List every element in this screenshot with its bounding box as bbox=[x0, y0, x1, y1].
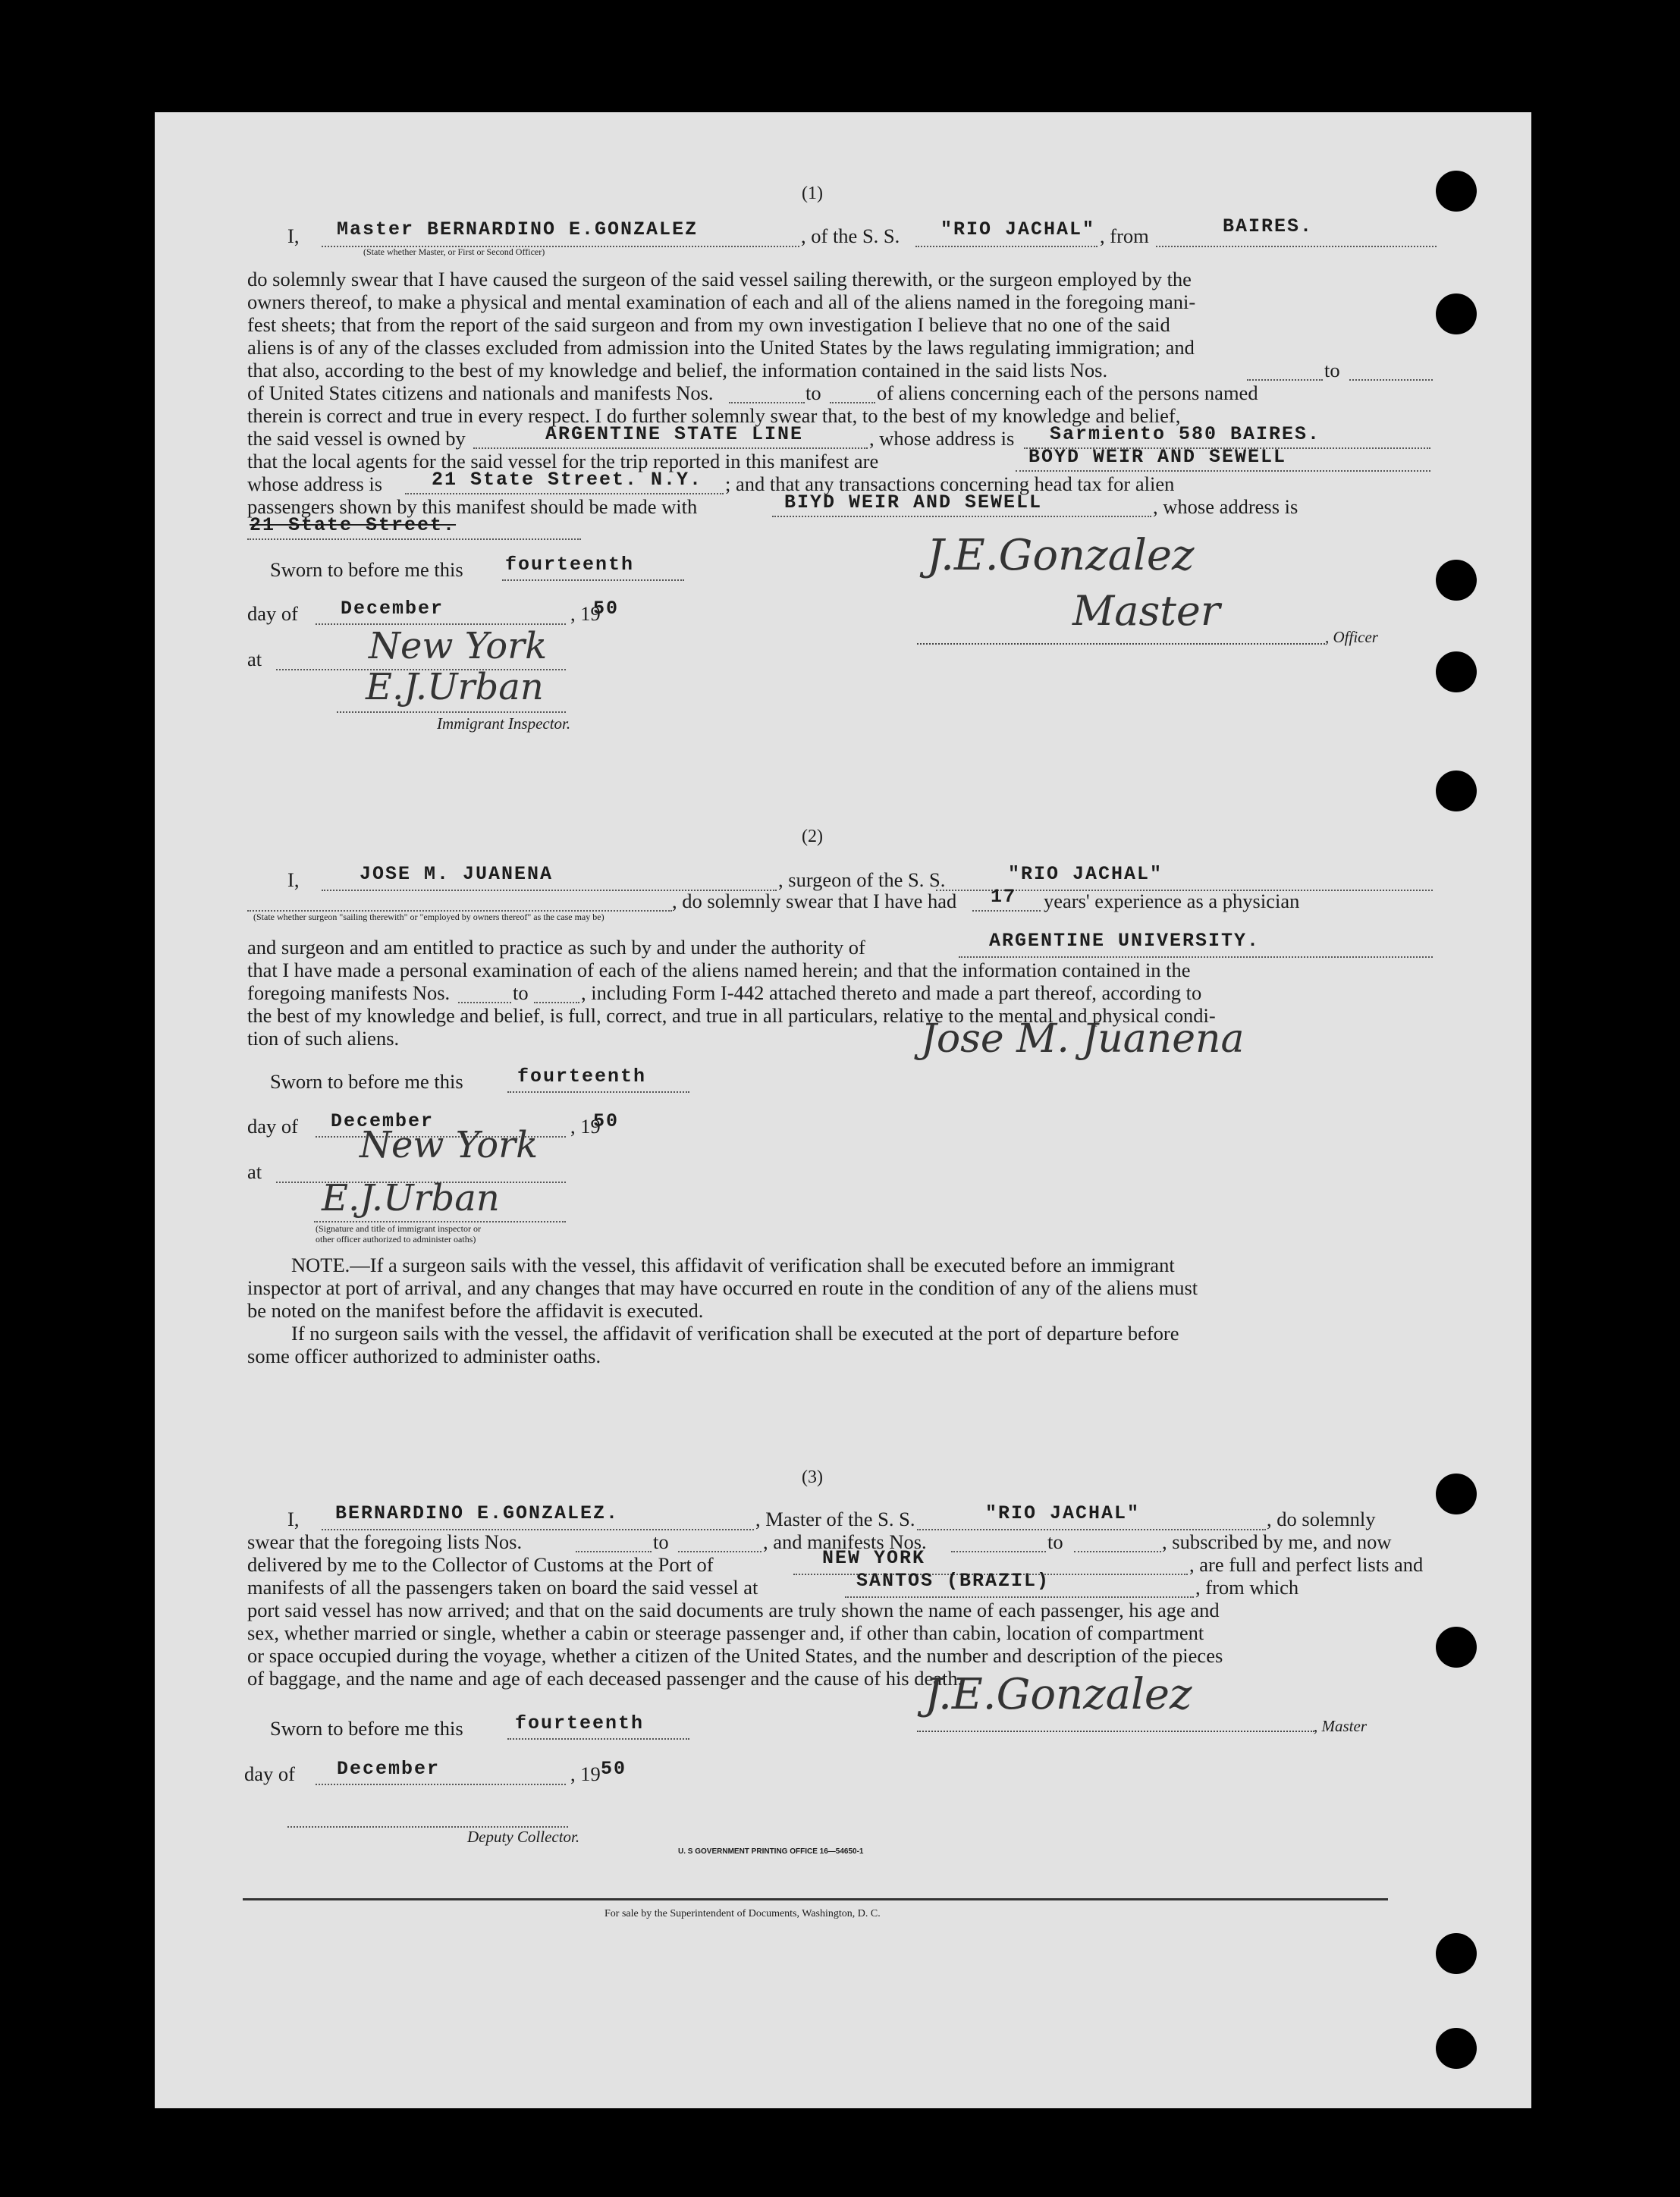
body-line: or space occupied during the voyage, whether a citizen of the United States, and the number and description of the pieces bbox=[247, 1644, 1223, 1667]
text: , including Form I-442 attached thereto and made a part thereof, according to bbox=[581, 981, 1202, 1004]
surgeon-name: JOSE M. JUANENA bbox=[360, 863, 554, 885]
body-line: port said vessel has now arrived; and that on the said documents are truly shown the name of each passenger, his age and bbox=[247, 1599, 1220, 1621]
officer-label: , Officer bbox=[1325, 628, 1378, 646]
text: , whose address is bbox=[869, 427, 1015, 450]
body-line: aliens is of any of the classes excluded from admission into the United States by the laws regulating immigration; and bbox=[247, 336, 1195, 359]
text: , 19 bbox=[570, 602, 601, 625]
text: that the local agents for the said vessel for the trip reported in this manifest are bbox=[247, 450, 879, 472]
text: , of the S. S. bbox=[801, 224, 900, 247]
text: , do solemnly swear that I have had bbox=[672, 890, 957, 912]
body-line: owners thereof, to make a physical and mental examination of each and all of the aliens named in the foregoing mani- bbox=[247, 290, 1196, 313]
punch-hole bbox=[1436, 1933, 1477, 1974]
body-line: sex, whether married or single, whether a cabin or steerage passenger and, if other than cabin, location of compartment bbox=[247, 1621, 1204, 1644]
text: to bbox=[1324, 359, 1340, 381]
punch-hole bbox=[1436, 1474, 1477, 1514]
text: , surgeon of the S. S. bbox=[778, 868, 946, 891]
owner-address: Sarmiento 580 BAIRES. bbox=[1050, 423, 1321, 445]
note-line: NOTE.—If a surgeon sails with the vessel, this affidavit of verification shall be executed before an immigrant bbox=[291, 1254, 1175, 1276]
vessel-owner: ARGENTINE STATE LINE bbox=[545, 423, 804, 445]
sworn-year: 50 bbox=[593, 1110, 620, 1132]
field-note: (State whether Master, or First or Second Officer) bbox=[363, 246, 545, 257]
document-page bbox=[155, 112, 1531, 2108]
text: at bbox=[247, 648, 262, 670]
sworn-day: fourteenth bbox=[505, 554, 635, 576]
master-signature: J.E.Gonzalez bbox=[925, 1670, 1192, 1719]
text: , are full and perfect lists and bbox=[1189, 1553, 1424, 1576]
vessel-name: "RIO JACHAL" bbox=[940, 218, 1096, 240]
text: , 19 bbox=[570, 1762, 601, 1785]
body-line: do solemnly swear that I have caused the surgeon of the said vessel sailing therewith, or the surgeon employed by the bbox=[247, 268, 1192, 290]
text: whose address is bbox=[247, 472, 383, 495]
text: day of bbox=[247, 602, 298, 625]
master-title-signature: Master bbox=[1072, 587, 1220, 635]
agents-address: 21 State Street. N.Y. bbox=[432, 469, 703, 491]
text: , do solemnly bbox=[1267, 1508, 1376, 1530]
prefix: I, bbox=[287, 224, 300, 247]
body-line: of baggage, and the name and age of each deceased passenger and the cause of his death. bbox=[247, 1667, 963, 1690]
text: ; and that any transactions concerning head tax for alien bbox=[725, 472, 1175, 495]
text: to bbox=[513, 981, 529, 1004]
sworn-month: December bbox=[331, 1110, 435, 1132]
text: manifests of all the passengers taken on board the said vessel at bbox=[247, 1576, 758, 1599]
signature-note: other officer authorized to administer oaths) bbox=[316, 1234, 476, 1244]
text: to bbox=[1047, 1530, 1063, 1553]
text: to bbox=[653, 1530, 669, 1553]
punch-hole bbox=[1436, 560, 1477, 601]
note-line: inspector at port of arrival, and any changes that may have occurred en route in the condition of any of the aliens must bbox=[247, 1276, 1198, 1299]
punch-hole bbox=[1436, 1627, 1477, 1668]
head-tax-agent: BIYD WEIR AND SEWELL bbox=[784, 491, 1043, 513]
arrival-port: NEW YORK bbox=[822, 1547, 926, 1569]
section-number: (3) bbox=[802, 1467, 823, 1487]
body-line: that I have made a personal examination of each of the aliens named herein; and that the information contained in the bbox=[247, 959, 1191, 981]
sworn-day: fourteenth bbox=[517, 1066, 647, 1088]
inspector-signature: E.J.Urban bbox=[322, 1177, 500, 1219]
text: , Master of the S. S. bbox=[755, 1508, 915, 1530]
punch-hole bbox=[1436, 651, 1477, 692]
sale-notice: For sale by the Superintendent of Documents, Washington, D. C. bbox=[604, 1908, 881, 1919]
text: , subscribed by me, and now bbox=[1162, 1530, 1392, 1553]
text: of aliens concerning each of the persons named bbox=[877, 381, 1258, 404]
text: years' experience as a physician bbox=[1044, 890, 1300, 912]
text: day of bbox=[244, 1762, 295, 1785]
text: day of bbox=[247, 1115, 298, 1138]
departure-port: BAIRES. bbox=[1223, 215, 1314, 237]
body-line: therein is correct and true in every respect. I do further solemnly swear that, to the best of my knowledge and belief, bbox=[247, 404, 1181, 427]
text: passengers shown by this manifest should be made with bbox=[247, 495, 698, 518]
body-line: of United States citizens and nationals and manifests Nos. bbox=[247, 381, 714, 404]
punch-hole bbox=[1436, 2028, 1477, 2069]
sworn-year: 50 bbox=[593, 598, 620, 620]
printing-office-line: U. S GOVERNMENT PRINTING OFFICE 16—54650-1 bbox=[678, 1847, 864, 1856]
inspector-signature: E.J.Urban bbox=[366, 666, 544, 708]
punch-hole bbox=[1436, 771, 1477, 811]
inspector-label: Immigrant Inspector. bbox=[437, 714, 571, 733]
body-line: tion of such aliens. bbox=[247, 1027, 400, 1050]
text: Sworn to before me this bbox=[270, 1717, 463, 1740]
note-line: be noted on the manifest before the affidavit is executed. bbox=[247, 1299, 704, 1322]
text: , from bbox=[1100, 224, 1149, 247]
body-line: that also, according to the best of my knowledge and belief, the information contained in the said lists Nos. bbox=[247, 359, 1108, 381]
body-line: the best of my knowledge and belief, is full, correct, and true in all particulars, relative to the mental and physical condi- bbox=[247, 1004, 1216, 1027]
place-signature: New York bbox=[360, 1124, 539, 1166]
note-line: If no surgeon sails with the vessel, the affidavit of verification shall be executed at the port of departure before bbox=[291, 1322, 1179, 1345]
section-number: (2) bbox=[802, 827, 823, 846]
text: , and manifests Nos. bbox=[763, 1530, 927, 1553]
text: foregoing manifests Nos. bbox=[247, 981, 451, 1004]
note-line: some officer authorized to administer oaths. bbox=[247, 1345, 601, 1367]
sworn-year: 50 bbox=[601, 1758, 627, 1780]
embarkation-port: SANTOS (BRAZIL) bbox=[856, 1570, 1050, 1592]
head-tax-address: 21 State Street. bbox=[250, 514, 457, 536]
sworn-day: fourteenth bbox=[515, 1712, 645, 1734]
master-name: BERNARDINO E.GONZALEZ. bbox=[335, 1502, 620, 1524]
officer-name: Master BERNARDINO E.GONZALEZ bbox=[337, 218, 699, 240]
sworn-month: December bbox=[337, 1758, 441, 1780]
text: , 19 bbox=[570, 1115, 601, 1138]
section-number: (1) bbox=[802, 184, 823, 203]
local-agents: BOYD WEIR AND SEWELL bbox=[1028, 446, 1287, 468]
text: to bbox=[805, 381, 821, 404]
text: delivered by me to the Collector of Customs at the Port of bbox=[247, 1553, 714, 1576]
vessel-name: "RIO JACHAL" bbox=[1008, 863, 1163, 885]
master-label: , Master bbox=[1314, 1717, 1367, 1735]
text: and surgeon and am entitled to practice as such by and under the authority of bbox=[247, 936, 865, 959]
years-experience: 17 bbox=[991, 886, 1017, 908]
signature-note: (Signature and title of immigrant inspector or bbox=[316, 1223, 481, 1234]
sworn-month: December bbox=[341, 598, 444, 620]
field-note: (State whether surgeon "sailing therewith" or "employed by owners thereof" as the case may be) bbox=[253, 912, 604, 922]
text: , from which bbox=[1195, 1576, 1299, 1599]
text: at bbox=[247, 1160, 262, 1183]
punch-hole bbox=[1436, 171, 1477, 212]
licensing-authority: ARGENTINE UNIVERSITY. bbox=[989, 930, 1261, 952]
prefix: I, bbox=[287, 868, 300, 891]
text: Sworn to before me this bbox=[270, 1070, 463, 1093]
text: swear that the foregoing lists Nos. bbox=[247, 1530, 523, 1553]
text: , whose address is bbox=[1153, 495, 1298, 518]
text: the said vessel is owned by bbox=[247, 427, 466, 450]
text: Sworn to before me this bbox=[270, 558, 463, 581]
punch-hole bbox=[1436, 293, 1477, 334]
body-line: fest sheets; that from the report of the said surgeon and from my own investigation I believe that no one of the said bbox=[247, 313, 1170, 336]
vessel-name: "RIO JACHAL" bbox=[985, 1502, 1141, 1524]
master-signature: J.E.Gonzalez bbox=[927, 531, 1195, 580]
collector-label: Deputy Collector. bbox=[467, 1828, 580, 1846]
prefix: I, bbox=[287, 1508, 300, 1530]
place-signature: New York bbox=[369, 625, 548, 667]
surgeon-signature: Jose M. Juanena bbox=[921, 1016, 1245, 1062]
